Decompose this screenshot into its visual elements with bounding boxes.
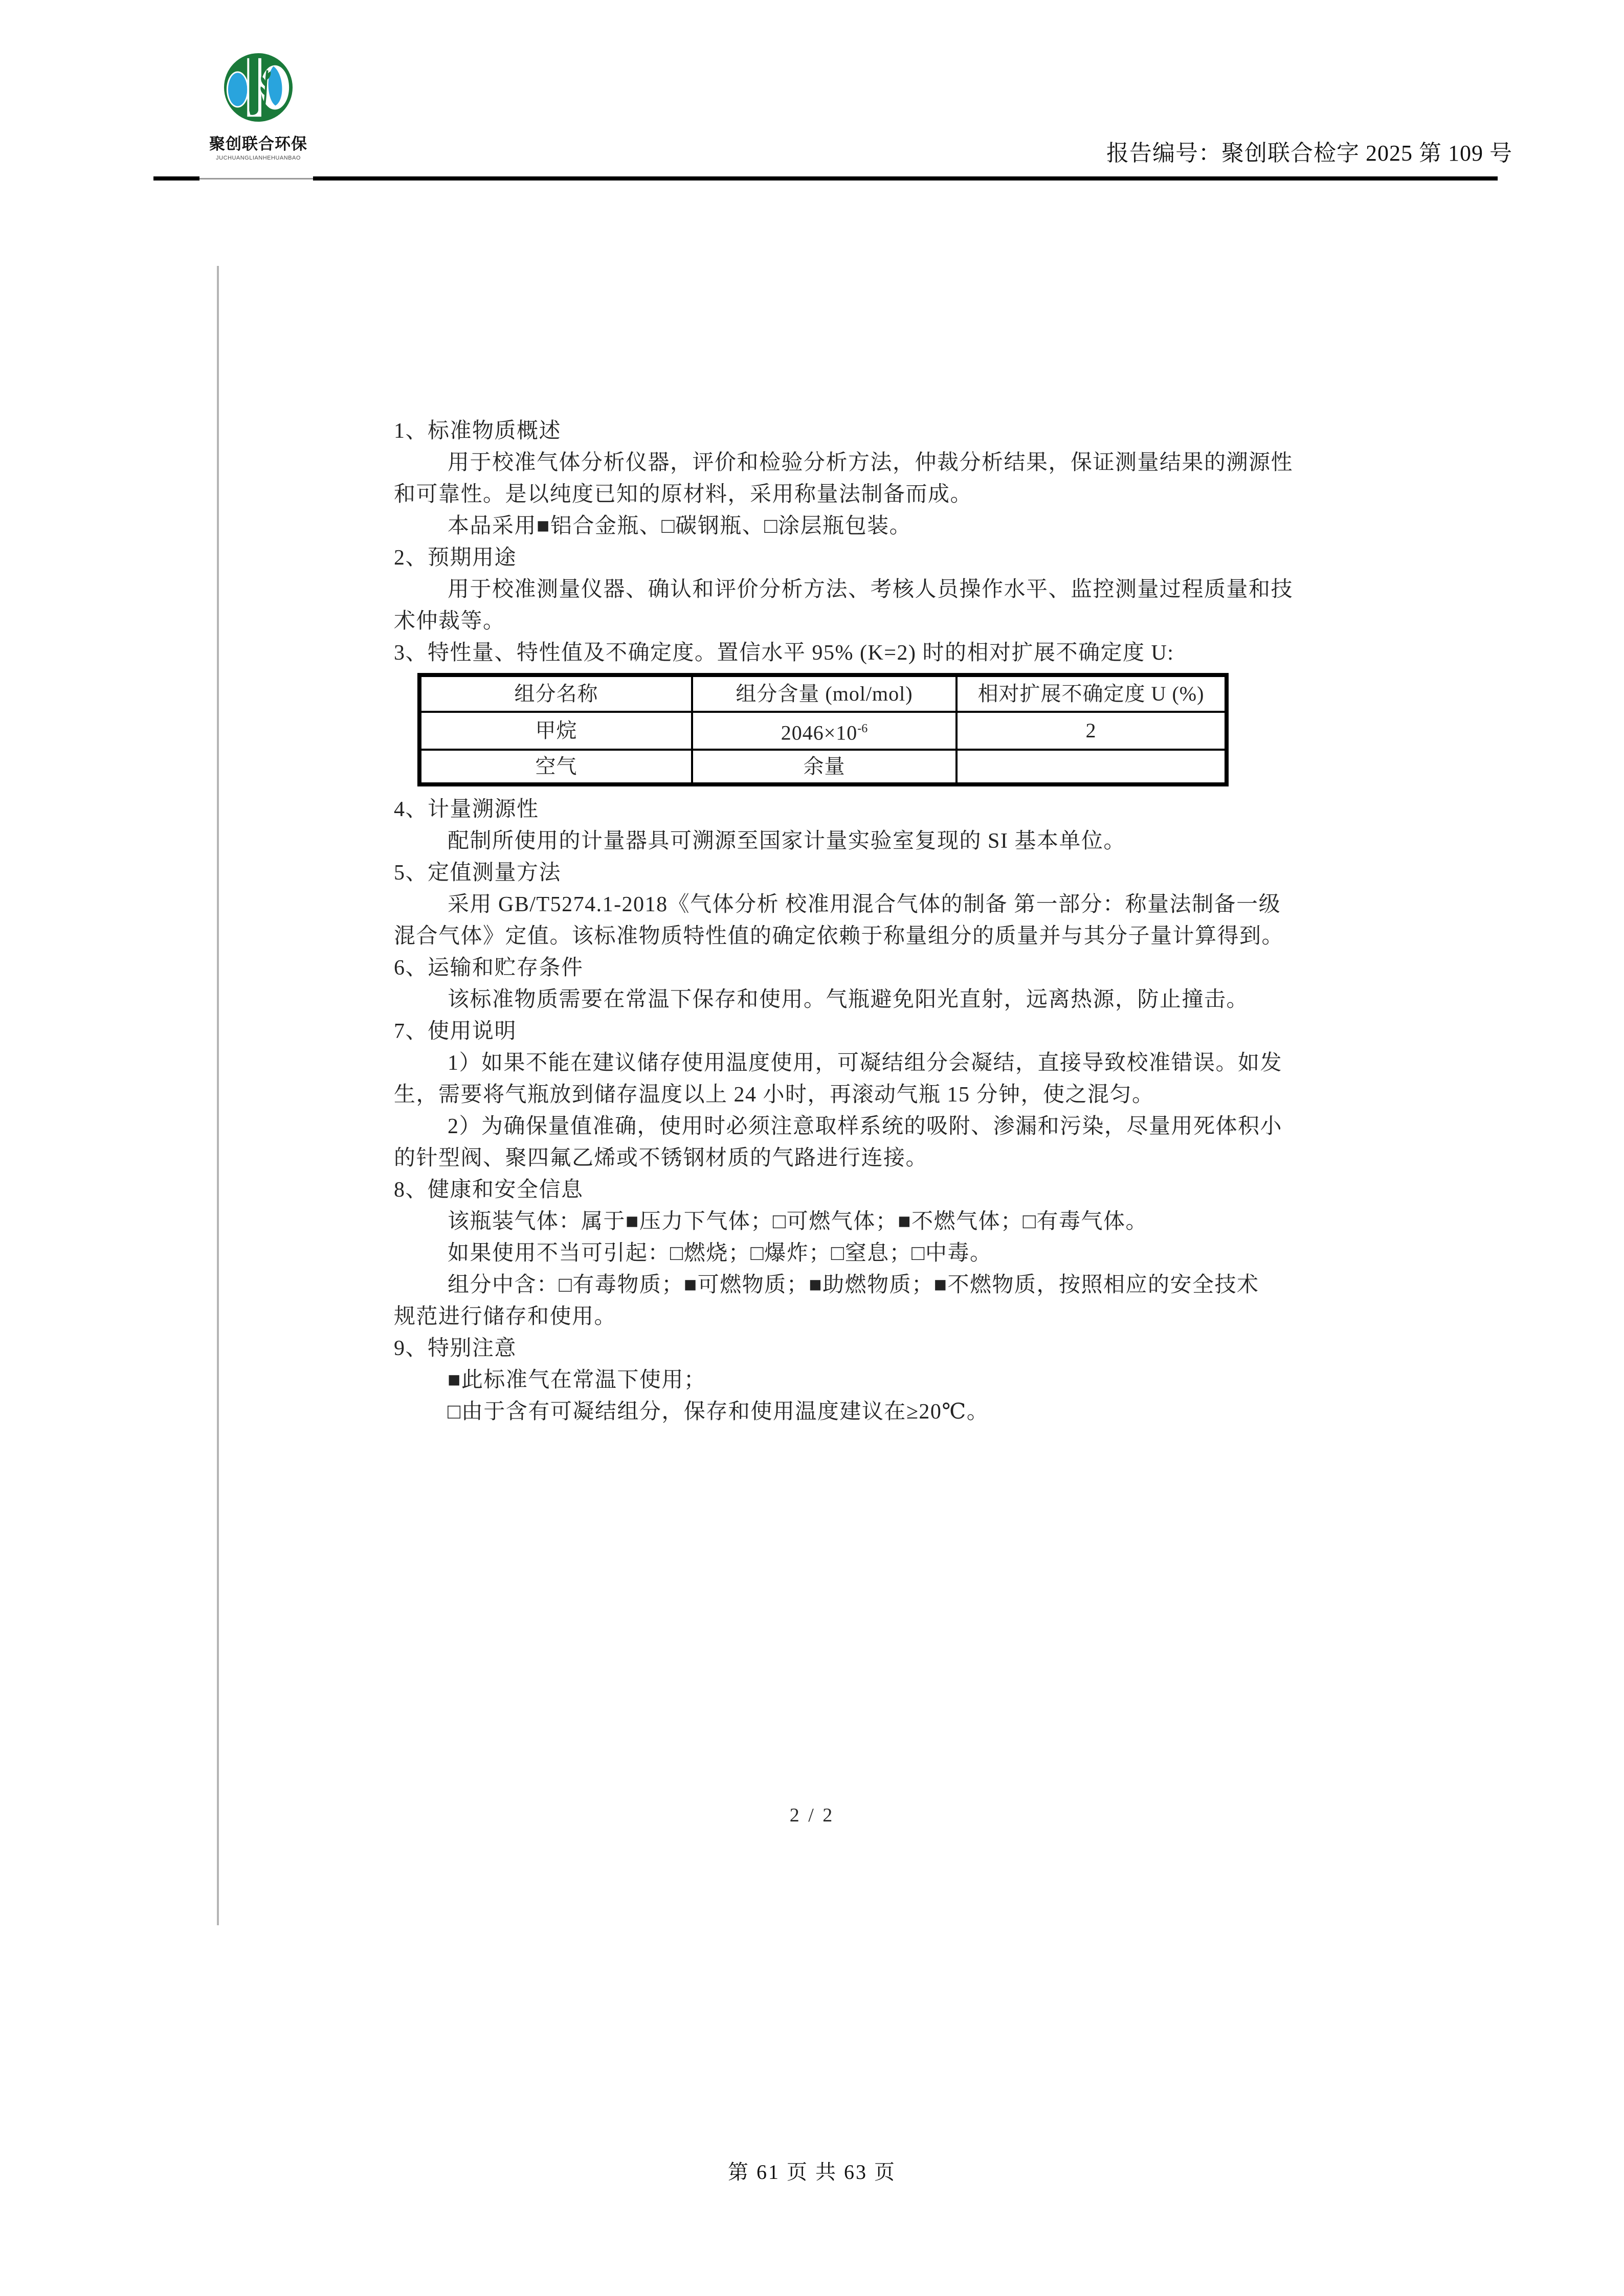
- section-heading: 7、使用说明: [394, 1020, 517, 1044]
- section-heading: 6、运输和贮存条件: [394, 956, 584, 980]
- report-number: 报告编号：聚创联合检字 2025 第 109 号: [1106, 141, 1512, 166]
- table-cell: 2: [956, 712, 1227, 750]
- body-text-line: 配制所使用的计量器具可溯源至国家计量实验室复现的 SI 基本单位。: [448, 829, 1126, 853]
- body-text-line: 的针型阀、聚四氟乙烯或不锈钢材质的气路进行连接。: [394, 1146, 928, 1170]
- section-heading: 5、定值测量方法: [394, 861, 562, 885]
- header-rule: [153, 176, 1498, 181]
- body-text-line: 生，需要将气瓶放到储存温度以上 24 小时，再滚动气瓶 15 分钟，使之混匀。: [394, 1083, 1154, 1107]
- table-header-cell: 相对扩展不确定度 U (%): [956, 675, 1227, 712]
- header-rule-thin-segment: [199, 178, 313, 179]
- table-body: [419, 712, 1227, 784]
- logo-company-name: 聚创联合环保: [209, 135, 307, 153]
- section-heading: 1、标准物质概述: [394, 419, 562, 443]
- table-cell: 余量: [692, 750, 956, 784]
- section-heading: 2、预期用途: [394, 546, 517, 570]
- section-heading: 9、特别注意: [394, 1337, 517, 1361]
- content-lines-top: [394, 415, 1294, 669]
- exponent: -6: [857, 722, 868, 735]
- document-content: [394, 415, 1294, 1428]
- body-text-line: 混合气体》定值。该标准物质特性值的确定依赖于称量组分的质量并与其分子量计算得到。: [394, 925, 1284, 949]
- table-row: [419, 712, 1227, 750]
- table-header-cell: 组分含量 (mol/mol): [692, 675, 956, 712]
- body-text-line: 2）为确保量值准确，使用时必须注意取样系统的吸附、渗漏和污染，尽量用死体积小: [448, 1115, 1283, 1139]
- body-text-line: 规范进行储存和使用。: [394, 1305, 617, 1329]
- table-row: [419, 750, 1227, 784]
- company-logo: [207, 50, 309, 161]
- table-cell: 甲烷: [419, 712, 692, 750]
- body-text-line: 组分中含：□有毒物质；■可燃物质；■助燃物质；■不燃物质，按照相应的安全技术: [448, 1273, 1259, 1297]
- table-cell: 空气: [419, 750, 692, 784]
- body-text-line: ■此标准气在常温下使用；: [448, 1368, 706, 1392]
- logo-mark-icon: [223, 50, 294, 125]
- inner-page-number: 2 / 2: [789, 1805, 835, 1826]
- body-text-line: 本品采用■铝合金瓶、□碳钢瓶、□涂层瓶包装。: [448, 514, 912, 538]
- table-header-row: [419, 675, 1227, 712]
- body-text-line: 该瓶装气体：属于■压力下气体；□可燃气体；■不燃气体；□有毒气体。: [448, 1210, 1148, 1234]
- table-header-cell: 组分名称: [419, 675, 692, 712]
- section-heading: 3、特性量、特性值及不确定度。置信水平 95% (K=2) 时的相对扩展不确定度 U:: [394, 641, 1174, 665]
- header-rule-logo-patch: [199, 173, 313, 184]
- table-cell: $2046\times 10^{-6}$: [692, 712, 956, 750]
- body-text-line: 如果使用不当可引起：□燃烧；□爆炸；□窒息；□中毒。: [448, 1242, 992, 1266]
- body-text-line: 采用 GB/T5274.1-2018《气体分析 校准用混合气体的制备 第一部分：称量法制备一级: [448, 893, 1281, 917]
- content-lines-bottom: [394, 794, 1284, 1428]
- section-heading: 4、计量溯源性: [394, 798, 539, 822]
- body-text-line: 该标准物质需要在常温下保存和使用。气瓶避免阳光直射，远离热源，防止撞击。: [448, 988, 1249, 1012]
- body-text-line: 和可靠性。是以纯度已知的原材料，采用称量法制备而成。: [394, 483, 973, 506]
- body-text-line: 用于校准测量仪器、确认和评价分析方法、考核人员操作水平、监控测量过程质量和技: [448, 578, 1294, 601]
- logo-company-pinyin: JUCHUANGLIANHEHUANBAO: [216, 155, 301, 161]
- table-cell: [956, 750, 1227, 784]
- body-text-line: □由于含有可凝结组分，保存和使用温度建议在≥20℃。: [448, 1400, 989, 1424]
- body-text-line: 用于校准气体分析仪器，评价和检验分析方法，仲裁分析结果，保证测量结果的溯源性: [448, 451, 1294, 475]
- section-heading: 8、健康和安全信息: [394, 1178, 584, 1202]
- components-table: [417, 673, 1229, 786]
- footer-page-info: 第 61 页 共 63 页: [728, 2160, 896, 2184]
- left-margin-line: [217, 266, 219, 1925]
- body-text-line: 1）如果不能在建议储存使用温度使用，可凝结组分会凝结，直接导致校准错误。如发: [448, 1051, 1283, 1075]
- body-text-line: 术仲裁等。: [394, 610, 505, 633]
